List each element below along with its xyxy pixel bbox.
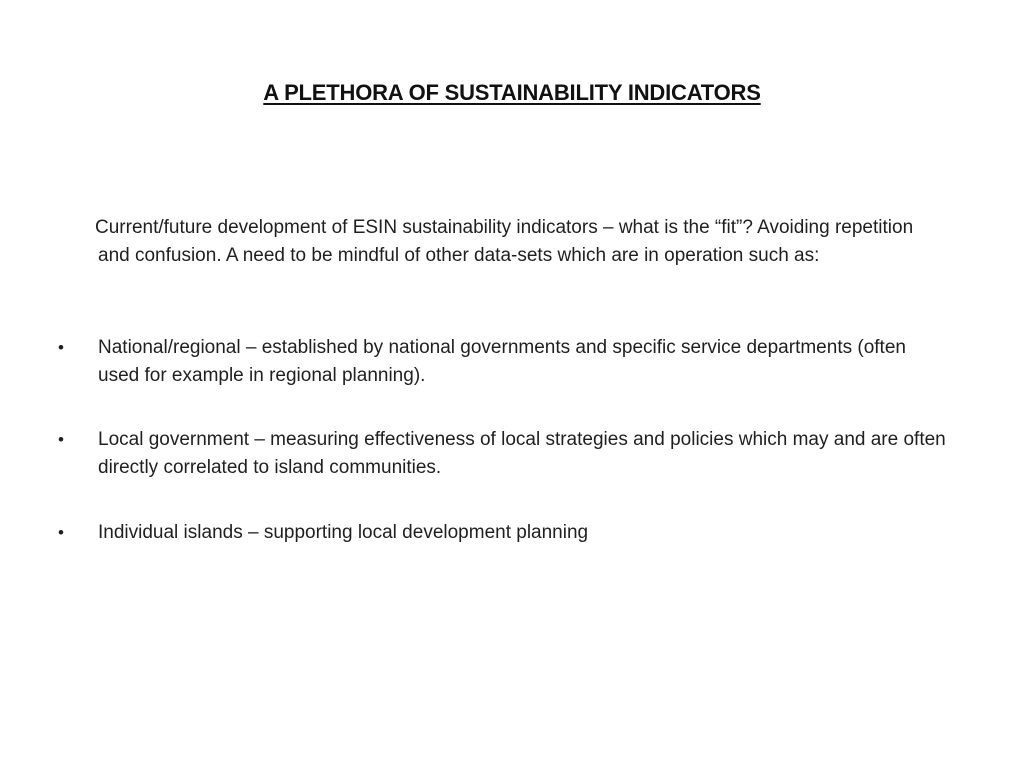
slide-title: A PLETHORA OF SUSTAINABILITY INDICATORS <box>263 80 761 105</box>
bullet-text: National/regional – established by national governments and specific service departments (often used for example in regional planning). <box>98 337 906 386</box>
bullet-icon: • <box>58 338 64 357</box>
intro-paragraph: Current/future development of ESIN sustainability indicators – what is the “fit”? Avoiding repetition and confusion. A need to be mindful of other data-sets which are in operation such as: <box>95 217 914 266</box>
bullet-text: Local government – measuring effectiveness of local strategies and policies which may and are often directly correlated to island communities. <box>98 429 946 478</box>
bullet-icon: • <box>58 523 64 542</box>
bullet-icon: • <box>58 430 64 449</box>
bullet-text: Individual islands – supporting local development planning <box>98 522 589 543</box>
